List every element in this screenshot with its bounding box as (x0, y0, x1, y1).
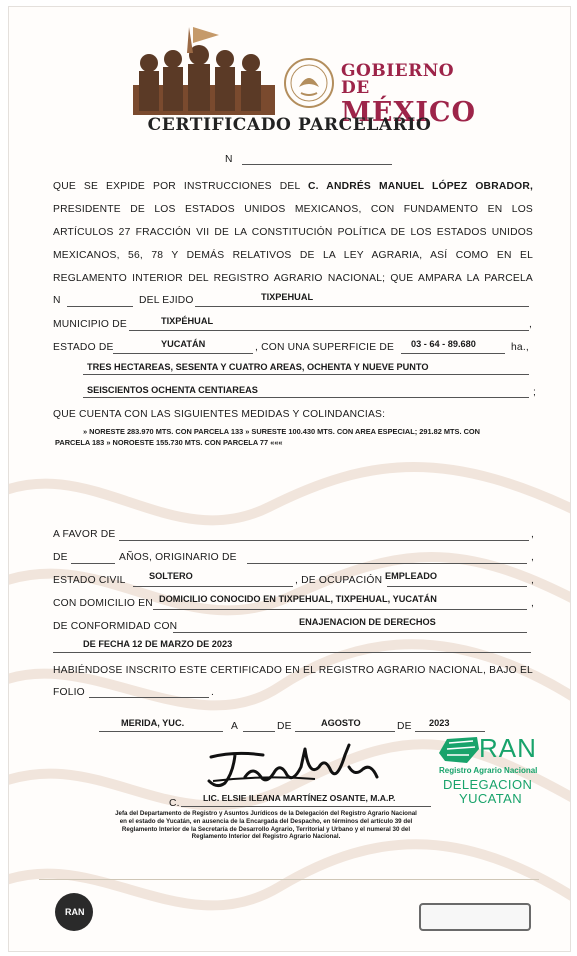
ran-badge-icon (55, 893, 93, 931)
folio-line (89, 697, 209, 698)
body-line-3: ARTÍCULOS 27 FRACCIÓN VII DE LA CONSTITUCIÓN POLÍTICA DE LOS ESTADOS UNIDOS (53, 227, 533, 238)
date-place-line (99, 731, 223, 732)
age-line (71, 563, 115, 564)
role-line-2: en el estado de Yucatán, en ausencia de la Encargada del Despacho, en términos del artículo 39 del (119, 817, 413, 825)
superficie-line (401, 353, 505, 354)
superficie-text-line-1 (83, 374, 529, 375)
superficie-label: , CON UNA SUPERFICIE DE (255, 342, 395, 353)
medidas-line-2: PARCELA 183 » NOROESTE 155.730 MTS. CON PARCELA 77 ««« (55, 438, 283, 447)
superficie-text-2: SEISCIENTOS OCHENTA CENTIAREAS (87, 385, 258, 395)
municipio-label: MUNICIPIO DE (53, 319, 127, 330)
medidas-line-1: » NORESTE 283.970 MTS. CON PARCELA 133 » SURESTE 100.430 MTS. CON AREA ESPECIAL; 291.82 MTS. CON (83, 427, 481, 436)
date-de1-label: DE (277, 721, 292, 732)
ocupacion-comma: , (531, 575, 535, 586)
conformidad-line (173, 632, 527, 633)
ejido-line (195, 306, 529, 307)
favor-line (119, 540, 529, 541)
number-label: N (225, 154, 233, 165)
domicilio-value: DOMICILIO CONOCIDO EN TIXPEHUAL, TIXPEHUAL, YUCATÁN (159, 594, 437, 604)
ocupacion-label: , DE OCUPACIÓN (295, 575, 383, 586)
badge-text: RAN (65, 907, 85, 917)
signatory-role (101, 810, 431, 841)
favor-label: A FAVOR DE (53, 529, 116, 540)
heroes-illustration-icon (129, 23, 279, 115)
ran-delegation-logo (437, 733, 547, 805)
ran-subtitle: Registro Agrario Nacional (439, 766, 538, 775)
date-month: AGOSTO (321, 718, 361, 728)
de-label: DE (53, 552, 68, 563)
body-line-5: REGLAMENTO INTERIOR DEL REGISTRO AGRARIO NACIONAL; QUE AMPARA LA PARCELA (53, 273, 533, 284)
estado-line (113, 353, 253, 354)
body-line-1a: QUE SE EXPIDE POR INSTRUCCIONES DEL (53, 181, 300, 192)
medidas-label: QUE CUENTA CON LAS SIGUIENTES MEDIDAS Y COLINDANCIAS: (53, 409, 386, 420)
role-line-1: Jefa del Departamento de Registro y Asuntos Jurídicos de la Delegación del Registro Agrario Nacional (115, 810, 417, 817)
superficie-text-1: TRES HECTAREAS, SESENTA Y CUATRO AREAS, OCHENTA Y NUEVE PUNTO (87, 362, 429, 372)
ran-map-icon (437, 735, 481, 765)
certificate-title: CERTIFICADO PARCELARIO (147, 115, 432, 135)
origin-line (247, 563, 527, 564)
domicilio-line (153, 609, 527, 610)
date-year: 2023 (429, 718, 450, 728)
ran-wordmark: RAN (479, 733, 537, 763)
municipio-value: TIXPÉHUAL (161, 316, 214, 326)
fecha-line (53, 652, 531, 653)
date-a-label: A (231, 721, 239, 732)
folio-period: . (211, 687, 215, 698)
origin-comma: , (531, 552, 535, 563)
signature-line (181, 806, 431, 807)
ejido-label: DEL EJIDO (139, 295, 194, 306)
favor-comma: , (531, 529, 535, 540)
hectare-unit: ha., (511, 342, 529, 353)
folio-label: FOLIO (53, 687, 85, 698)
national-seal-icon (283, 57, 335, 109)
folio-stamp-box (419, 903, 531, 931)
ran-delegation: DELEGACION (443, 777, 533, 792)
superficie-semicolon: ; (533, 387, 537, 398)
civil-label: ESTADO CIVIL (53, 575, 126, 586)
municipio-comma: , (529, 319, 533, 330)
body-line-4: MEXICANOS, 56, 78 Y DEMÁS RELATIVOS DE LA LEY AGRARIA, ASÍ COMO EN EL (53, 250, 533, 261)
president-name: C. ANDRÉS MANUEL LÓPEZ OBRADOR, (308, 181, 534, 192)
gov-line-2: MÉXICO (341, 97, 477, 128)
ocupacion-line (387, 586, 527, 587)
superficie-text-line-2 (83, 397, 529, 398)
municipio-line (129, 330, 529, 331)
signatory-name: LIC. ELSIE ILEANA MARTÍNEZ OSANTE, M.A.P. (203, 793, 396, 803)
domicilio-comma: , (531, 598, 535, 609)
ran-state: YUCATAN (459, 791, 522, 806)
date-year-line (415, 731, 485, 732)
date-day-line (243, 731, 275, 732)
estado-value: YUCATÁN (161, 339, 206, 349)
civil-value: SOLTERO (149, 571, 193, 581)
fecha-value: DE FECHA 12 DE MARZO DE 2023 (83, 639, 233, 649)
conformidad-label: DE CONFORMIDAD CON (53, 621, 178, 632)
gov-line-1: GOBIERNO DE (341, 61, 455, 98)
number-line (242, 164, 392, 165)
estado-label: ESTADO DE (53, 342, 114, 353)
civil-line (133, 586, 293, 587)
conformidad-value: ENAJENACION DE DERECHOS (299, 617, 436, 627)
domicilio-label: CON DOMICILIO EN (53, 598, 153, 609)
superficie-value: 03 - 64 - 89.680 (411, 339, 476, 349)
body-line-2: PRESIDENTE DE LOS ESTADOS UNIDOS MEXICANOS, CON FUNDAMENTO EN LOS (53, 204, 533, 215)
inscrito-text: HABIÉNDOSE INSCRITO ESTE CERTIFICADO EN EL REGISTRO AGRARIO NACIONAL, BAJO EL (53, 665, 533, 676)
watermark-pattern (9, 437, 570, 951)
signature-icon (205, 737, 385, 793)
date-place: MERIDA, YUC. (121, 718, 185, 728)
ocupacion-value: EMPLEADO (385, 571, 438, 581)
body-line-1 (53, 181, 533, 192)
footer-separator (39, 879, 539, 880)
parcel-number-line (67, 306, 133, 307)
date-de2-label: DE (397, 721, 412, 732)
role-line-3: Reglamento Interior de la Secretaría de Desarrollo Agrario, Territorial y Urbano y el numeral 30 del (121, 825, 411, 833)
signature-c-label: C. (169, 798, 180, 809)
role-line-4: Reglamento Interior del Registro Agrario Nacional. (191, 833, 341, 841)
ejido-value: TIXPEHUAL (261, 292, 314, 302)
certificate-page (8, 6, 571, 952)
date-month-line (295, 731, 395, 732)
parcel-n-label: N (53, 295, 61, 306)
anos-label: AÑOS, ORIGINARIO DE (119, 552, 237, 563)
